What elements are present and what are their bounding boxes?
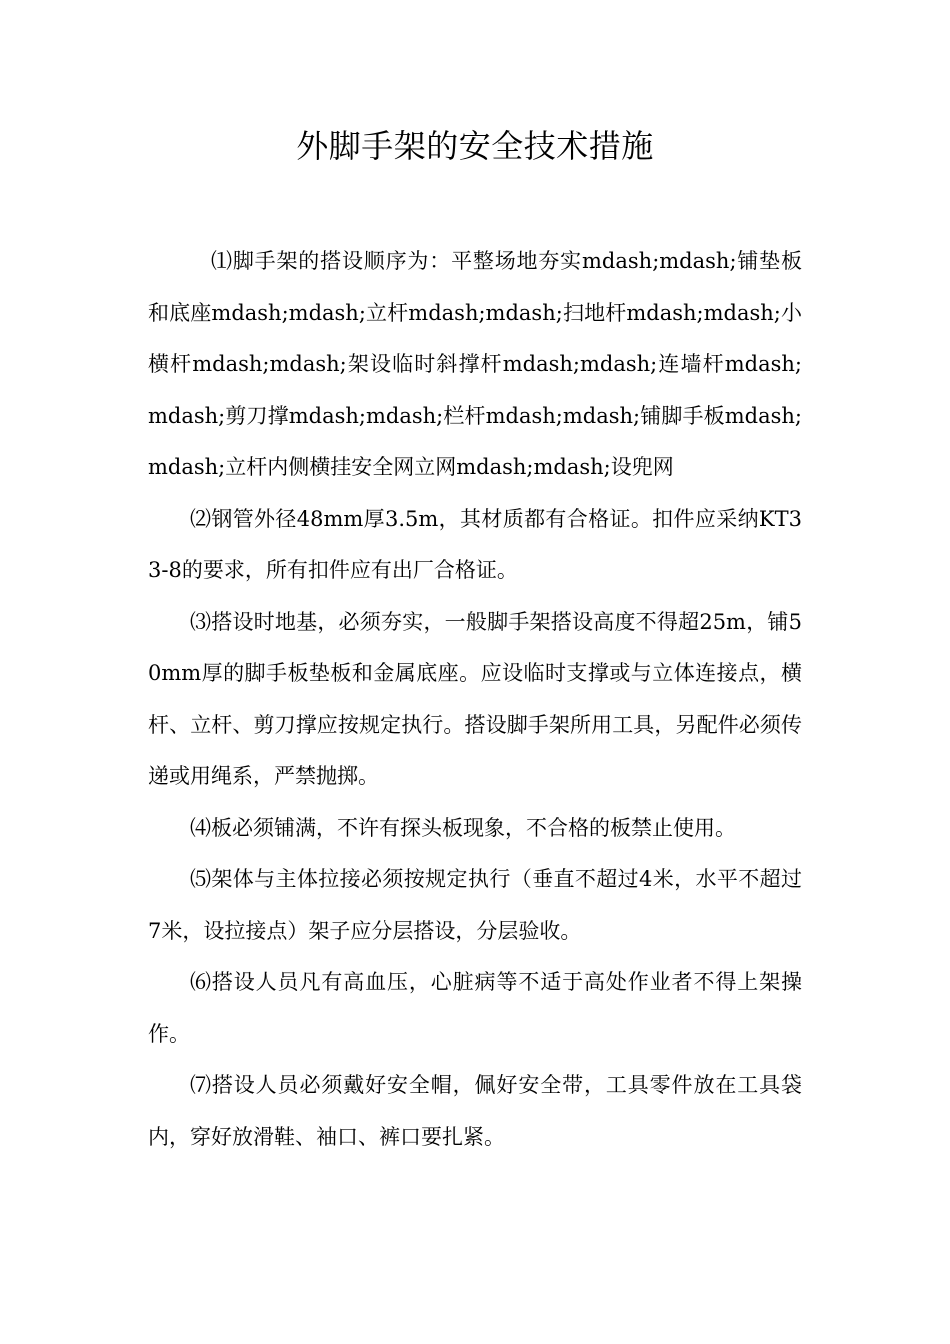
paragraph-1: ⑴脚手架的搭设顺序为：平整场地夯实mdash;mdash;铺垫板和底座mdash;mdash;立杆mdash;mdash;扫地杆mdash;mdash;小横杆mdash;mdash;架设临时斜撑杆mdash;mdash;连墙杆mdash;mdash;剪刀撑mdash;mdash;栏杆mdash;mdash;铺脚手板mdash;mdash;立杆内侧横挂安全网立网mdash;mdash;设兜网 (148, 249, 802, 479)
paragraph-5: ⑸架体与主体拉接必须按规定执行（垂直不超过4米，水平不超过7米，设拉接点）架子应分层搭设，分层验收。 (148, 867, 802, 943)
paragraph-2: ⑵钢管外径48mm厚3.5m，其材质都有合格证。扣件应采纳KT33-8的要求，所有扣件应有出厂合格证。 (148, 506, 802, 582)
paragraph-3: ⑶搭设时地基，必须夯实，一般脚手架搭设高度不得超25m，铺50mm厚的脚手板垫板和金属底座。应设临时支撑或与立体连接点，横杆、立杆、剪刀撑应按规定执行。搭设脚手架所用工具，另配件必须传递或用绳系，严禁抛掷。 (148, 609, 802, 788)
paragraph-7: ⑺搭设人员必须戴好安全帽，佩好安全带，工具零件放在工具袋内，穿好放滑鞋、袖口、裤口要扎紧。 (148, 1073, 802, 1149)
document-body (148, 236, 802, 1163)
paragraph-4: ⑷板必须铺满，不许有探头板现象，不合格的板禁止使用。 (190, 815, 736, 840)
paragraph-6: ⑹搭设人员凡有高血压，心脏病等不适于高处作业者不得上架操作。 (148, 970, 802, 1046)
document-title: 外脚手架的安全技术措施 (296, 127, 654, 165)
